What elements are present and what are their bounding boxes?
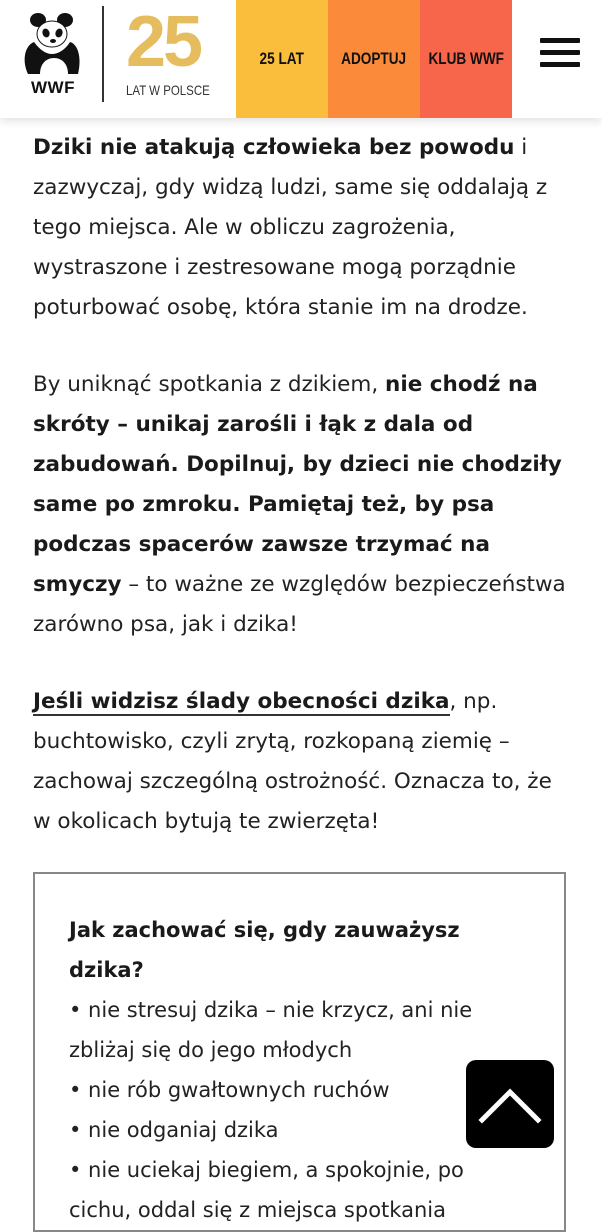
menu-bar xyxy=(540,62,580,67)
paragraph-text: i zazwyczaj, gdy widzą ludzi, same się oddalają z tego miejsca. Ale w obliczu zagrożenia, wystraszone i zestresowane mogą porządnie poturbować osobę, która stanie im na drodze. xyxy=(33,135,548,320)
menu-bar xyxy=(540,50,580,55)
paragraph-1 xyxy=(33,128,573,328)
bold-text: Dziki nie atakują człowieka bez powodu xyxy=(33,135,515,160)
hamburger-menu-icon[interactable] xyxy=(540,38,580,72)
tip-item: • nie uciekaj biegiem, a spokojnie, po cichu, oddal się z miejsca spotkania xyxy=(69,1158,464,1222)
anniversary-number: 25 xyxy=(126,2,201,82)
tip-item: • nie odganiaj dzika xyxy=(69,1118,279,1142)
panda-icon xyxy=(18,10,88,80)
signs-link[interactable]: Jeśli widzisz ślady obecności dzika xyxy=(33,689,450,714)
paragraph-text: , np. buchtowisko, czyli zrytą, rozkopaną ziemię – zachowaj szczególną ostrożność. Oznacza to, że w okolicach bytują te zwierzęta! xyxy=(33,689,552,834)
nav-adoptuj[interactable] xyxy=(328,0,420,118)
paragraph-2 xyxy=(33,365,573,645)
paragraph-text: By uniknąć spotkania z dzikiem, xyxy=(33,372,386,397)
tips-box xyxy=(33,872,566,1232)
bold-text: nie chodź na skróty – unikaj zarośli i łąk z dala od zabudowań. Dopilnuj, by dzieci nie chodziły same po zmroku. Pamiętaj też, by psa podczas spacerów zawsze trzymać na smyczy xyxy=(33,372,562,597)
menu-bar xyxy=(540,38,580,43)
anniversary-text: LAT W POLSCE xyxy=(126,82,210,98)
paragraph-text: – to ważne ze względów bezpieczeństwa zarówno psa, jak i dzika! xyxy=(33,572,566,637)
scroll-to-top-button[interactable] xyxy=(466,1060,554,1148)
logo-divider xyxy=(102,6,104,102)
tips-box-title: Jak zachować się, gdy zauważysz dzika? xyxy=(69,918,460,982)
wwf-logo[interactable] xyxy=(18,10,88,106)
tip-item: • nie stresuj dzika – nie krzycz, ani nie zbliżaj się do jego młodych xyxy=(69,998,473,1062)
wwf-logo-text: WWF xyxy=(31,78,75,97)
article-body xyxy=(33,128,573,842)
nav-label: KLUB WWF xyxy=(428,49,504,68)
nav-klub-wwf[interactable] xyxy=(420,0,512,118)
nav-label: 25 LAT xyxy=(259,49,305,68)
chevron-up-icon xyxy=(466,1060,554,1148)
paragraph-3 xyxy=(33,682,573,842)
nav-label: ADOPTUJ xyxy=(341,49,407,68)
site-header xyxy=(0,0,602,118)
tip-item: • nie rób gwałtownych ruchów xyxy=(69,1078,390,1102)
nav-25-lat[interactable] xyxy=(236,0,328,118)
